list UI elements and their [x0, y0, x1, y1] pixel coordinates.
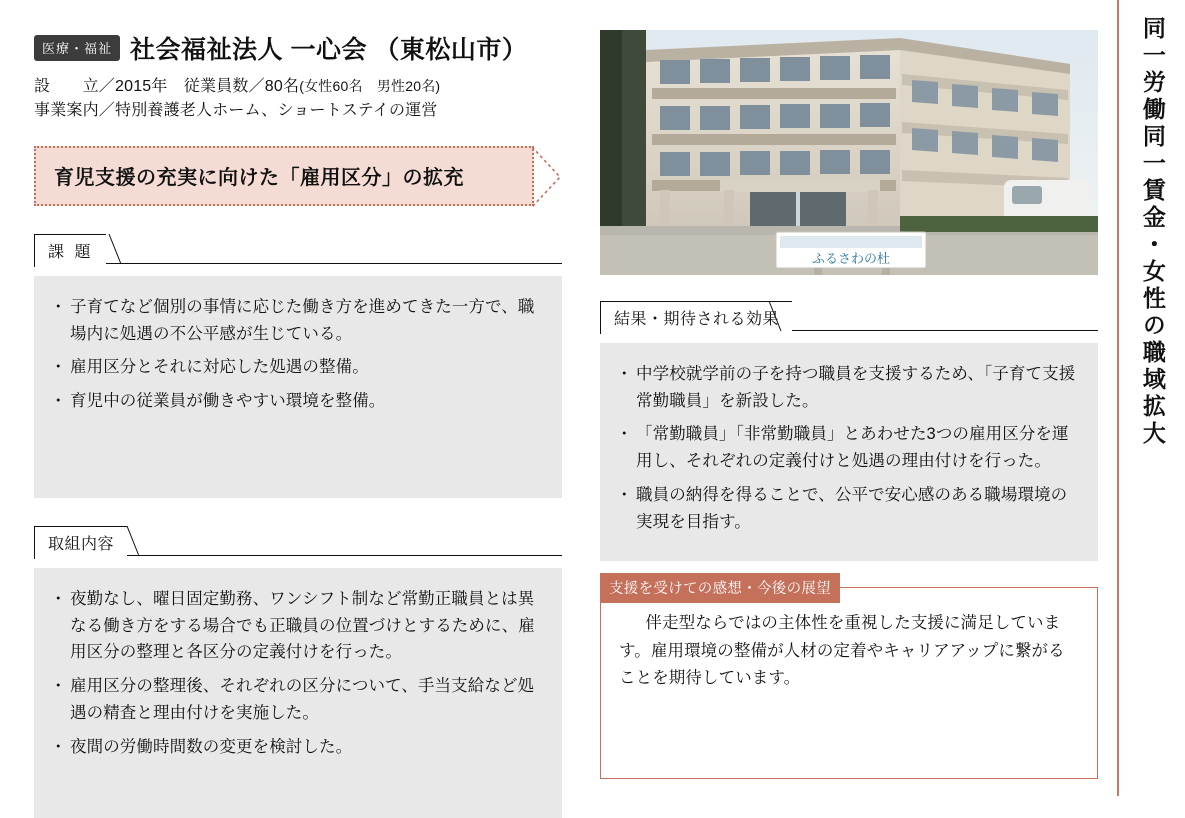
establish-value: 2015年 従業員数／80名 — [115, 78, 300, 95]
svg-text:ふるさわの杜: ふるさわの杜 — [811, 252, 891, 267]
comment-text: 伴走型ならではの主体性を重視した支援に満足しています。雇用環境の整備が人材の定着やキャリアアップに繋がることを期待しています。 — [619, 614, 1065, 688]
kekka-title: 結果・期待される効果 — [600, 301, 792, 334]
establish-label: 設 立／ — [34, 78, 116, 95]
company-header — [34, 30, 562, 66]
company-name: 社会福祉法人 一心会 （東松山市） — [130, 36, 528, 64]
kekka-list — [616, 361, 1078, 535]
torikumi-list — [50, 586, 542, 760]
torikumi-content — [34, 568, 562, 818]
list-item: ・ 雇用区分とそれに対応した処遇の整備。 — [50, 354, 542, 381]
kadai-title: 課 題 — [34, 234, 106, 267]
kadai-notch-icon — [108, 234, 122, 264]
list-item: ・ 育児中の従業員が働きやすい環境を整備。 — [50, 388, 542, 415]
comment-box — [600, 587, 1098, 779]
facility-photo — [600, 30, 1098, 275]
list-item: ・ 雇用区分の整理後、それぞれの区分について、手当支給など処遇の精査と理由付けを実施した。 — [50, 673, 542, 726]
industry-badge: 医療・福祉 — [34, 35, 120, 61]
list-item: ・ 子育てなど個別の事情に応じた働き方を進めてきた一方で、職場内に処遇の不公平感が生じている。 — [50, 294, 542, 347]
section-heading-kekka — [600, 301, 1098, 331]
headline-arrow-icon — [532, 146, 562, 206]
side-tab — [1117, 0, 1185, 796]
company-meta-line2: 事業案内／特別養護老人ホーム、ショートステイの運営 — [34, 102, 438, 119]
kadai-list — [50, 294, 542, 415]
employee-breakdown: (女性60名 男性20名) — [299, 78, 441, 94]
company-meta — [34, 75, 562, 123]
comment-section — [600, 581, 1098, 779]
section-heading-torikumi — [34, 526, 562, 556]
section-heading-kadai — [34, 234, 562, 264]
comment-label: 支援を受けての感想・今後の展望 — [600, 573, 840, 603]
kadai-content — [34, 276, 562, 498]
right-column — [600, 30, 1098, 779]
list-item: ・ 夜勤なし、曜日固定勤務、ワンシフト制など常勤正職員とは異なる働き方をする場合でも正職員の位置づけとするために、雇用区分の整理と各区分の定義付けを行った。 — [50, 586, 542, 666]
company-meta-line1 — [34, 75, 562, 99]
list-item: ・ 「常勤職員」「非常勤職員」とあわせた3つの雇用区分を運用し、それぞれの定義付けと処遇の理由付けを行った。 — [616, 421, 1078, 474]
kekka-notch-icon — [768, 301, 782, 331]
side-tab-label: 同一労働同一賃金・女性の職域拡大 — [1139, 16, 1166, 448]
torikumi-notch-icon — [126, 526, 140, 556]
list-item: ・ 夜間の労働時間数の変更を検討した。 — [50, 734, 542, 761]
kekka-content — [600, 343, 1098, 561]
torikumi-title: 取組内容 — [34, 526, 127, 559]
list-item: ・ 職員の納得を得ることで、公平で安心感のある職場環境の実現を目指す。 — [616, 482, 1078, 535]
list-item: ・ 中学校就学前の子を持つ職員を支援するため、「子育て支援常勤職員」を新設した。 — [616, 361, 1078, 414]
headline-banner — [34, 146, 534, 206]
headline-text: 育児支援の充実に向けた「雇用区分」の拡充 — [34, 146, 534, 206]
left-column — [34, 30, 562, 818]
